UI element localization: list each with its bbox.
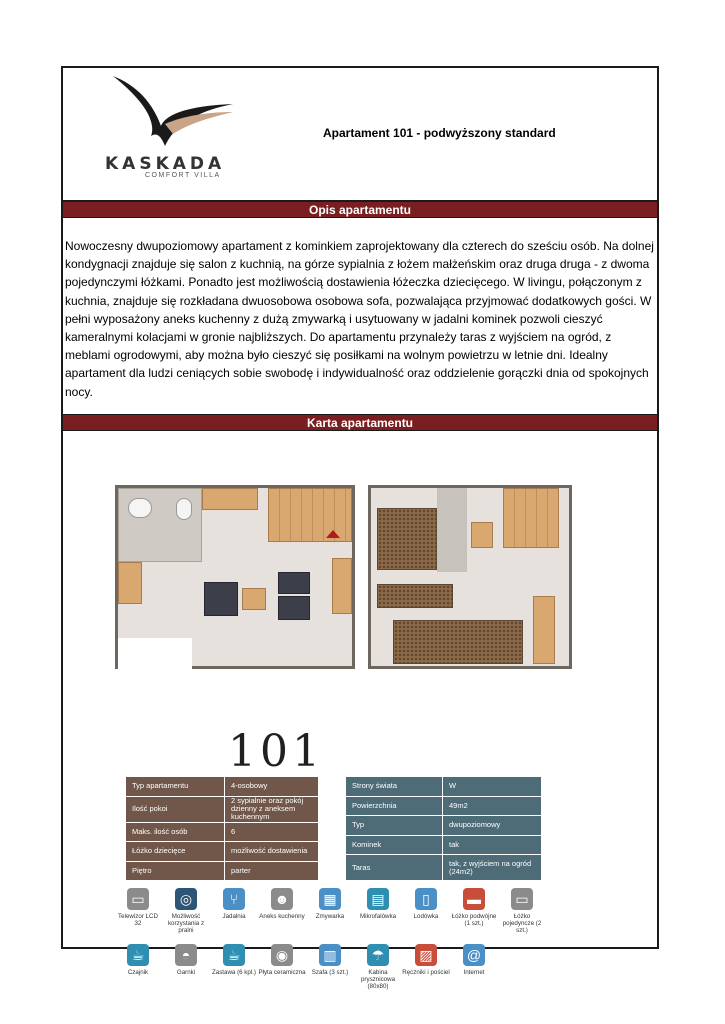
info-label: Taras	[346, 855, 442, 880]
kettle-icon: ☕	[127, 944, 149, 966]
single-bed-icon: ▭	[511, 888, 533, 910]
logo-wordmark: KASKADA	[105, 154, 226, 174]
amenity-label: Szafa (3 szt.)	[311, 969, 349, 976]
microwave-icon: ▤	[367, 888, 389, 910]
cabinet	[118, 562, 142, 604]
bedroom-carpet-bottom	[393, 620, 523, 664]
info-value: możliwość dostawienia	[224, 842, 318, 861]
amenity-label: Telewizor LCD 32	[118, 913, 158, 927]
info-value: tak, z wyjściem na ogród (24m2)	[442, 855, 541, 880]
amenity-label: Jadalnia	[222, 913, 246, 920]
double-bed-icon: ▬	[463, 888, 485, 910]
dining-icon: ⑂	[223, 888, 245, 910]
towels-icon: ▨	[415, 944, 437, 966]
section-bar-card: Karta apartamentu	[63, 414, 657, 431]
amenity-label: Możliwość korzystania z pralni	[167, 913, 205, 934]
info-value: 49m2	[442, 797, 541, 816]
amenity-item	[258, 944, 306, 976]
info-row	[126, 862, 318, 882]
info-row	[346, 816, 541, 836]
info-value: tak	[442, 836, 541, 855]
amenity-label: Łóżko pojedyncze (2 szt.)	[502, 913, 542, 934]
kaskada-logo	[103, 76, 243, 184]
dishwasher-icon: ▦	[319, 888, 341, 910]
info-value: 4-osobowy	[224, 777, 318, 796]
hallway	[437, 488, 467, 572]
info-label: Łóżko dziecięce	[126, 842, 224, 861]
amenity-label: Internet	[463, 969, 485, 976]
amenity-label: Kabina prysznicowa (80x80)	[360, 969, 396, 990]
upper-cabinet	[533, 596, 555, 664]
stairs-arrow-icon	[326, 530, 340, 538]
divider	[63, 414, 657, 415]
chef-icon: ☻	[271, 888, 293, 910]
info-row	[126, 797, 318, 823]
amenity-label: Ręczniki i pościel	[402, 969, 450, 976]
amenity-item	[258, 888, 306, 920]
dishes-icon: ☕	[223, 944, 245, 966]
amenity-label: Łóżko podwójne (1 szt.)	[451, 913, 497, 927]
amenity-item	[450, 944, 498, 976]
armchair-bottom	[278, 596, 310, 620]
info-value: parter	[224, 862, 318, 881]
amenity-item	[210, 944, 258, 976]
info-value: dwupoziomowy	[442, 816, 541, 835]
document-title: Apartament 101 - podwyższony standard	[323, 126, 556, 140]
amenity-item	[402, 944, 450, 976]
info-label: Powierzchnia	[346, 797, 442, 816]
wardrobe-icon: ▥	[319, 944, 341, 966]
amenity-item	[354, 944, 402, 990]
amenity-item	[450, 888, 498, 927]
upper-staircase	[503, 488, 559, 548]
kitchen-counter	[202, 488, 258, 510]
washing-machine-icon: ◎	[175, 888, 197, 910]
amenity-label: Czajnik	[127, 969, 149, 976]
amenity-label: Aneks kuchenny	[259, 913, 305, 920]
amenity-label: Zmywarka	[315, 913, 345, 920]
info-label: Piętro	[126, 862, 224, 881]
shower-icon: ☂	[367, 944, 389, 966]
amenity-item	[162, 888, 210, 934]
dining-table	[242, 588, 266, 610]
fridge-icon: ▯	[415, 888, 437, 910]
info-row	[126, 842, 318, 862]
info-row	[346, 855, 541, 881]
amenity-label: Zastawa (6 kpl.)	[211, 969, 256, 976]
info-value: W	[442, 777, 541, 796]
info-row	[126, 777, 318, 797]
info-value: 6	[224, 823, 318, 842]
shower-icon	[128, 498, 152, 518]
floor-plan-upper	[368, 485, 572, 669]
amenity-item	[402, 888, 450, 920]
sofa-left	[204, 582, 238, 616]
internet-icon: @	[463, 944, 485, 966]
apartment-card	[114, 482, 602, 990]
info-label: Maks. ilość osób	[126, 823, 224, 842]
bedroom-carpet-top	[377, 508, 437, 570]
section-bar-description: Opis apartamentu	[63, 201, 657, 218]
stove-icon: ◉	[271, 944, 293, 966]
amenity-item	[306, 944, 354, 976]
info-row	[346, 777, 541, 797]
pot-icon: ◓	[175, 944, 197, 966]
info-label: Kominek	[346, 836, 442, 855]
info-row	[126, 823, 318, 843]
info-row	[346, 836, 541, 856]
toilet-icon	[176, 498, 192, 520]
apartment-description: Nowoczesny dwupoziomowy apartament z kominkiem zaprojektowany dla czterech do sześciu osób. Na dolnej kondygnacji znajduje się salon z kuchnią, na górze sypialnia z łożem małżeńskim oraz druga druga - z dwoma pojedynczymi łóżkami. Ponadto jest możliwością dostawienia łóżeczka dziecięcego. W livingu, połączonym z kuchnia, znajduje się rozkładana dwuosobowa osobowa sofa, pozwalająca przyjmować dodatkowych gości. W pełni wyposażony aneks kuchenny z dużą zmywarką i usytuowany w jadalni kominek pozwoli cieszyć kameralnymi kolacjami w gronie najbliższych. Do apartamentu przynależy taras z wyjściem na ogród, z meblami ogrodowymi, aby można było cieszyć się posiłkami na wolnym powietrzu w letnie dni. Idealny apartament dla ludzi ceniących sobie swobodę i indywidualność oraz oddzielenie gorączki dnia od spokojnych nocy.	[65, 239, 654, 399]
amenity-label: Lodówka	[413, 913, 439, 920]
amenity-item	[114, 944, 162, 976]
apartment-info-table-right	[346, 777, 541, 881]
info-label: Typ	[346, 816, 442, 835]
bed-left	[377, 584, 453, 608]
amenity-item	[498, 888, 546, 934]
bird-logo-icon	[103, 76, 243, 156]
cutout	[118, 638, 192, 672]
header	[63, 68, 657, 201]
amenity-label: Płyta ceramiczna	[258, 969, 306, 976]
tv-icon: ▭	[127, 888, 149, 910]
amenity-item	[354, 888, 402, 920]
info-label: Strony świata	[346, 777, 442, 796]
amenity-label: Garnki	[176, 969, 196, 976]
apartment-number: 101	[228, 726, 324, 777]
document-frame	[61, 66, 659, 990]
amenity-item	[210, 888, 258, 920]
amenity-label: Mikrofalówka	[359, 913, 397, 920]
amenity-item	[162, 944, 210, 976]
amenity-item	[306, 888, 354, 920]
wardrobe	[471, 522, 493, 548]
floor-plan-ground	[115, 485, 355, 669]
armchair-top	[278, 572, 310, 594]
info-label: Typ apartamentu	[126, 777, 224, 796]
info-label: Ilość pokoi	[126, 797, 224, 822]
fireplace	[332, 558, 352, 614]
info-row	[346, 797, 541, 817]
apartment-info-table-left	[126, 777, 318, 881]
logo-subtitle: COMFORT VILLA	[145, 172, 221, 179]
amenity-item	[114, 888, 162, 927]
info-value: 2 sypialnie oraz pokój dzienny z aneksem kuchennym	[224, 797, 318, 822]
